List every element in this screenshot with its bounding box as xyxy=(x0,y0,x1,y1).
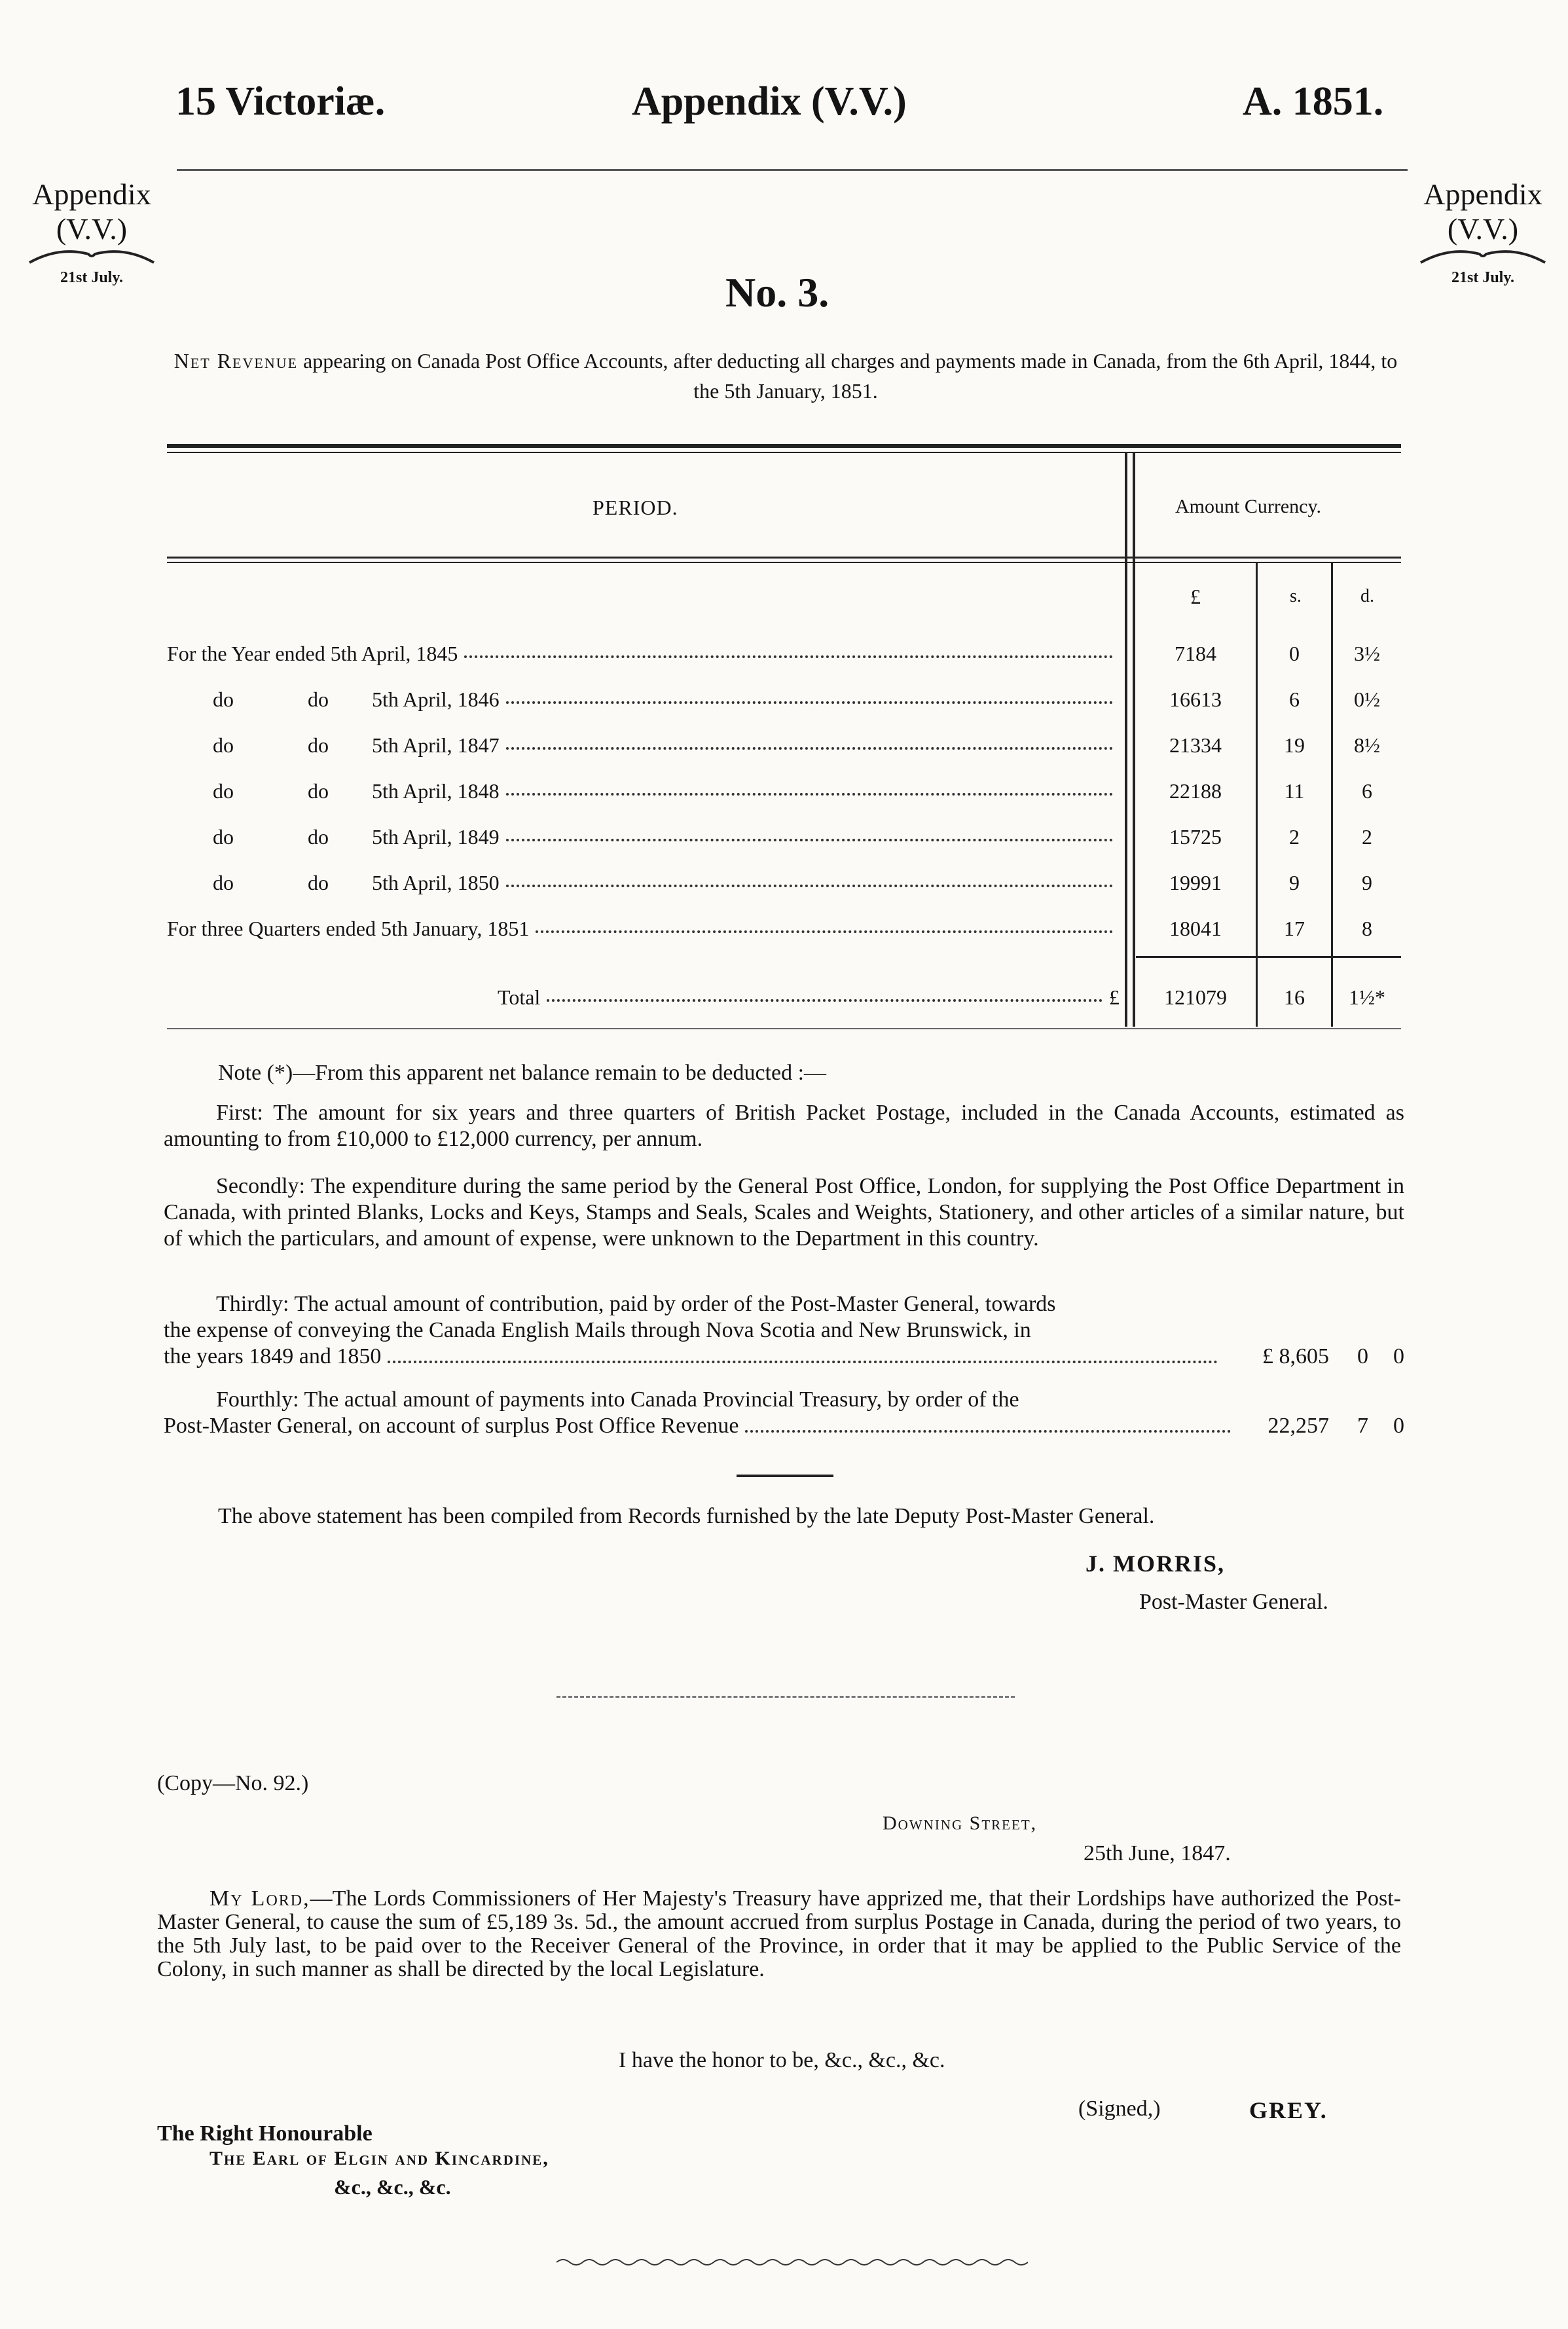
table-row xyxy=(0,672,1568,718)
pound-unit: £ xyxy=(1190,585,1201,608)
pence-total: 1½* xyxy=(1349,985,1385,1009)
header-rule xyxy=(177,169,1408,171)
amount-header: Amount Currency. xyxy=(1175,496,1322,517)
pounds-value: 18041 xyxy=(1169,917,1222,940)
period-label: do xyxy=(308,779,329,803)
letter-salutation: My Lord, xyxy=(210,1886,310,1911)
table-row xyxy=(0,902,1568,947)
period-label: 5th April, 1850 xyxy=(372,871,500,894)
addressee-line1: The Right Honourable xyxy=(157,2121,373,2146)
pence-value: 0½ xyxy=(1354,688,1380,711)
pence-value: 2 xyxy=(1362,825,1372,849)
intro-caps-lead: Net Revenue xyxy=(173,349,299,373)
shillings-value: 2 xyxy=(1289,825,1300,849)
table-row xyxy=(0,810,1568,856)
letter-body: My Lord,—The Lords Commissioners of Her Majesty's Treasury have apprized me, that their Lordships have authorized the Post-Master General, to cause the sum of £5,189 3s. 5d., the amount accrued from surplus Postage in Canada, during the period of two years, to the 5th July last, to be paid over to the Receiver General of the Province, in order that it may be applied to the Public Service of the Colony, in such manner as shall be directed by the local Legislature. xyxy=(157,1886,1401,1981)
margin-note-right-date: 21st July. xyxy=(1451,269,1515,286)
period-label: do xyxy=(308,733,329,757)
running-head-center: Appendix (V.V.) xyxy=(632,79,907,124)
thirdly-shillings: 0 xyxy=(1357,1344,1368,1368)
pence-value: 9 xyxy=(1362,871,1372,894)
shillings-value: 19 xyxy=(1284,733,1305,757)
table-total-row xyxy=(0,970,1568,1016)
letter-closing: I have the honor to be, &c., &c., &c. xyxy=(619,2048,945,2072)
period-label: 5th April, 1849 xyxy=(372,825,500,849)
letter-signer: GREY. xyxy=(1249,2097,1328,2123)
shillings-total: 16 xyxy=(1284,985,1305,1009)
period-label: do xyxy=(308,871,329,894)
shillings-value: 6 xyxy=(1289,688,1300,711)
end-ornament xyxy=(556,2256,1028,2269)
period-label: do xyxy=(213,825,234,849)
period-label: do xyxy=(213,733,234,757)
table-subtotal-rule xyxy=(1136,956,1401,958)
brace-icon xyxy=(1417,246,1548,266)
fourthly-amount: 22,257 xyxy=(1267,1414,1329,1438)
margin-note-left-line2: (V.V.) xyxy=(56,212,128,246)
pence-value: 8½ xyxy=(1354,733,1380,757)
thirdly-amount: £ 8,605 xyxy=(1262,1344,1329,1368)
total-label: Total xyxy=(498,985,541,1009)
pounds-value: 19991 xyxy=(1169,871,1222,894)
margin-note-left xyxy=(20,177,164,287)
margin-note-right-line2: (V.V.) xyxy=(1447,212,1519,246)
signature-name: J. MORRIS, xyxy=(1085,1550,1226,1577)
period-header: PERIOD. xyxy=(593,496,678,519)
addressee-line3: &c., &c., &c. xyxy=(334,2175,451,2199)
fourthly-shillings: 7 xyxy=(1357,1414,1368,1438)
note-heading: Note (*)—From this apparent net balance remain to be deducted :— xyxy=(218,1061,827,1085)
intro-paragraph xyxy=(167,346,1404,406)
pounds-value: 15725 xyxy=(1169,825,1222,849)
period-label: do xyxy=(213,871,234,894)
statement-line: The above statement has been compiled from Records furnished by the late Deputy Post-Master General. xyxy=(218,1504,1155,1528)
pence-value: 3½ xyxy=(1354,642,1380,665)
pounds-value: 22188 xyxy=(1169,779,1222,803)
note-thirdly: Thirdly: The actual amount of contribution, paid by order of the Post-Master General, towards the expense of conveying the Canada English Mails through Nova Scotia and New Brunswick, in the years 1849 and 1850 £ 8,605 0 0 xyxy=(164,1292,1404,1368)
period-label: 5th April, 1847 xyxy=(372,733,500,757)
table-row xyxy=(0,627,1568,672)
intro-text: appearing on Canada Post Office Accounts, after deducting all charges and payments made in Canada, from the 6th April, 1844, to the 5th January, 1851. xyxy=(298,349,1398,403)
letter-place: Downing Street, xyxy=(883,1812,1038,1834)
pounds-value: 7184 xyxy=(1175,642,1216,665)
signature-title: Post-Master General. xyxy=(1139,1590,1328,1614)
running-head-left: 15 Victoriæ. xyxy=(175,79,386,124)
margin-note-left-line1: Appendix xyxy=(32,177,151,211)
brace-icon xyxy=(26,246,157,266)
margin-note-left-date: 21st July. xyxy=(60,269,124,286)
note-first: First: The amount for six years and three quarters of British Packet Postage, included in the Canada Accounts, estimated as amounting to from £10,000 to £12,000 currency, per annum. xyxy=(164,1101,1404,1151)
pence-value: 6 xyxy=(1362,779,1372,803)
table-top-rule xyxy=(167,444,1401,448)
thirdly-pence: 0 xyxy=(1393,1344,1404,1368)
addressee-line2: The Earl of Elgin and Kincardine, xyxy=(210,2148,549,2169)
total-currency: £ xyxy=(1109,985,1120,1009)
shillings-value: 11 xyxy=(1284,779,1305,803)
table-bottom-rule xyxy=(167,1028,1401,1029)
running-head-right: A. 1851. xyxy=(1243,79,1384,124)
section-divider xyxy=(556,1696,1015,1700)
pounds-total: 121079 xyxy=(1164,985,1227,1009)
period-label: do xyxy=(213,779,234,803)
margin-note-right xyxy=(1408,177,1558,287)
table-header-rule xyxy=(167,557,1401,559)
shillings-value: 17 xyxy=(1284,917,1305,940)
period-label: For three Quarters ended 5th January, 1851 xyxy=(167,917,530,940)
letter-date: 25th June, 1847. xyxy=(1084,1841,1231,1865)
period-label: For the Year ended 5th April, 1845 xyxy=(167,642,458,665)
document-number: No. 3. xyxy=(725,269,830,316)
pence-unit: d. xyxy=(1360,586,1374,606)
period-label: do xyxy=(308,825,329,849)
note-secondly: Secondly: The expenditure during the same period by the General Post Office, London, for supplying the Post Office Department in Canada, with printed Blanks, Locks and Keys, Stamps and Seals, Scales and Weights, Stationery, and other articles of a similar nature, but of which the particulars, and amount of expense, were unknown to the Department in this country. xyxy=(164,1174,1404,1251)
note-fourthly: Fourthly: The actual amount of payments into Canada Provincial Treasury, by order of the Post-Master General, on account of surplus Post Office Revenue 22,257 7 0 xyxy=(164,1387,1404,1438)
period-label: do xyxy=(213,688,234,711)
letter-signed: (Signed,) xyxy=(1078,2097,1161,2121)
pounds-value: 21334 xyxy=(1169,733,1222,757)
shillings-value: 9 xyxy=(1289,871,1300,894)
table-row xyxy=(0,764,1568,810)
margin-note-right-line1: Appendix xyxy=(1423,177,1542,211)
pounds-value: 16613 xyxy=(1169,688,1222,711)
table-row xyxy=(0,718,1568,764)
pence-value: 8 xyxy=(1362,917,1372,940)
shilling-unit: s. xyxy=(1290,586,1302,606)
shillings-value: 0 xyxy=(1289,642,1300,665)
fourthly-pence: 0 xyxy=(1393,1414,1404,1438)
period-label: 5th April, 1848 xyxy=(372,779,500,803)
short-rule xyxy=(737,1475,833,1477)
period-label: 5th April, 1846 xyxy=(372,688,500,711)
table-row xyxy=(0,856,1568,902)
letter-copy-ref: (Copy—No. 92.) xyxy=(157,1771,309,1795)
period-label: do xyxy=(308,688,329,711)
